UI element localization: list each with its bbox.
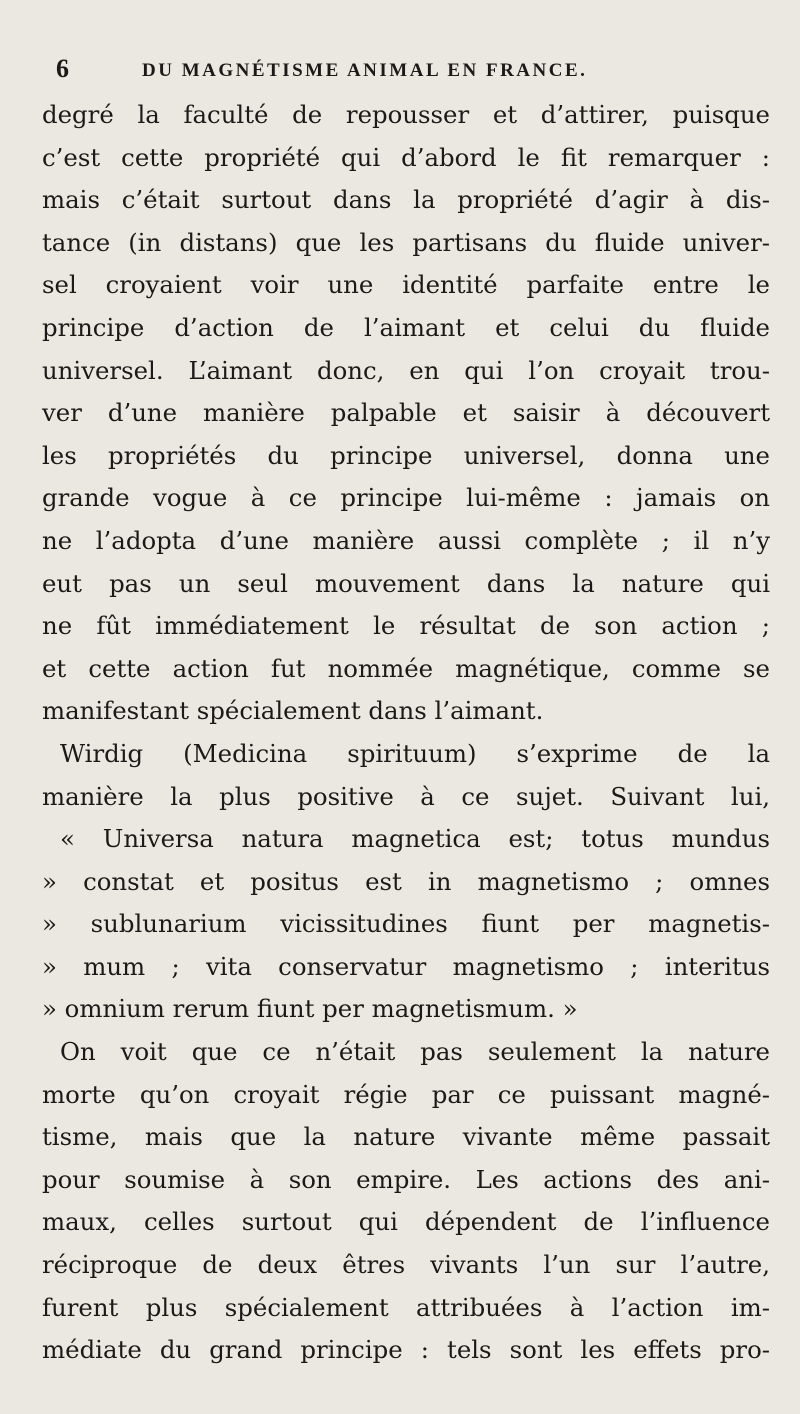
text-line: degré la faculté de repousser et d’attirer, puisque: [42, 100, 770, 129]
text-line: les propriétés du principe universel, donna une: [42, 440, 770, 470]
text-line: maux, celles surtout qui dépendent de l’influence: [42, 1207, 770, 1237]
text-line: morte qu’on croyait régie par ce puissant magné-: [42, 1079, 770, 1109]
body-text: [42, 94, 770, 1372]
text-line: Wirdig (Medicina spirituum) s’exprime de la: [60, 738, 770, 768]
text-line: ne l’adopta d’une manière aussi complète ; il n’y: [42, 525, 770, 555]
quote-line: » sublunarium vicissitudines fiunt per magnetis-: [42, 909, 770, 939]
quote-line: » omnium rerum fiunt per magnetismum. »: [42, 994, 578, 1024]
text-line: et cette action fut nommée magnétique, comme se: [42, 653, 770, 683]
text-line: manifestant spécialement dans l’aimant.: [42, 696, 544, 726]
text-line: tisme, mais que la nature vivante même passait: [42, 1122, 770, 1152]
text-line: eut pas un seul mouvement dans la nature qui: [42, 568, 770, 598]
quote-line: » constat et positus est in magnetismo ; omnes: [42, 866, 770, 896]
text-line: furent plus spécialement attribuées à l’action im-: [42, 1292, 770, 1322]
running-head: DU MAGNÉTISME ANIMAL EN FRANCE.: [142, 60, 588, 81]
text-line: médiate du grand principe : tels sont les effets pro-: [42, 1335, 770, 1365]
text-line: grande vogue à ce principe lui-même : jamais on: [42, 483, 770, 513]
text-line: ver d’une manière palpable et saisir à découvert: [42, 398, 770, 428]
page-header: [42, 52, 772, 86]
text-line: manière la plus positive à ce sujet. Suivant lui,: [42, 781, 770, 811]
page-number: 6: [56, 54, 69, 83]
text-line: mais c’était surtout dans la propriété d’agir à dis-: [42, 185, 770, 215]
text-line: pour soumise à son empire. Les actions des ani-: [42, 1164, 770, 1194]
text-line: universel. L’aimant donc, en qui l’on croyait trou-: [42, 355, 770, 385]
text-line: principe d’action de l’aimant et celui du fluide: [42, 312, 770, 342]
quote-line: » mum ; vita conservatur magnetismo ; interitus: [42, 951, 770, 981]
quote-line: « Universa natura magnetica est; totus mundus: [60, 824, 770, 854]
text-line: c’est cette propriété qui d’abord le fit remarquer :: [42, 142, 770, 172]
text-line: sel croyaient voir une identité parfaite entre le: [42, 270, 770, 300]
text-line: On voit que ce n’était pas seulement la nature: [60, 1037, 770, 1067]
text-line: réciproque de deux êtres vivants l’un sur l’autre,: [42, 1250, 770, 1280]
text-line: tance (in distans) que les partisans du fluide univer-: [42, 227, 770, 257]
text-line: ne fût immédiatement le résultat de son action ;: [42, 611, 770, 641]
